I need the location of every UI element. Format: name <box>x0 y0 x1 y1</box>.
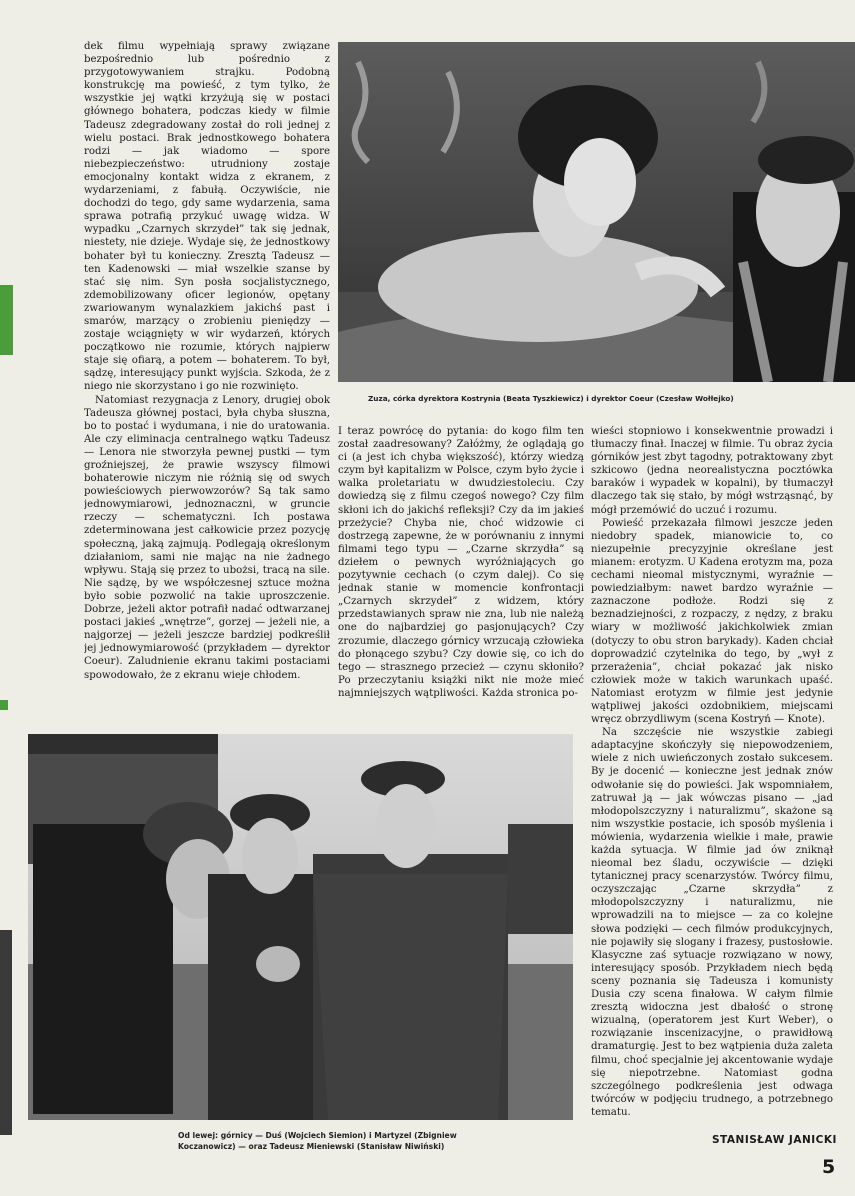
paragraph: Natomiast rezygnacja z Lenory, drugiej obok Tadeusza głównej postaci, była chyba słuszna, bo to postać i wydumana, i nie do uratowania. Ale czy eliminacja centralnego wątku Tadeusz — Lenora nie stworzyła pewnej pustki — tym groźniejszej, że prawie wszyscy filmowi bohaterowie niczym nie różnią się od swych powieściowych pierwowzorów? Są tak samo jednowymiarowi, jednoznaczni, w gruncie rzeczy — schematyczni. Ich postawa zdeterminowana jest całkowicie przez pozycję społeczną, jaką zajmują. Podlegają określonym działaniom, sami nie mając na nie żadnego wpływu. Stają się przez to ubożsi, tracą na sile. Nie sądzę, by we współczesnej sztuce można było sobie pozwolić na takie uproszczenie. Dobrze, jeżeli aktor potrafił nadać odtwarzanej postaci jakieś „wnętrze”, gorzej — jeżeli nie, a najgorzej — jeżeli jeszcze bardziej podkreślił jej jednowymiarowość (przykładem — dyrektor Coeur). Zaludnienie ekranu takimi postaciami spowodowało, że z ekranu wieje chłodem. <box>84 394 330 681</box>
paragraph: dek filmu wypełniają sprawy związane bezpośrednio lub pośrednio z przygotowywaniem strajku. Podobną konstrukcję ma powieść, z tym tylko, że wszystkie jej wątki krzyżują się w postaci głównego bohatera, podczas kiedy w filmie Tadeusz zdegradowany został do roli jednej z wielu postaci. Brak jednostkowego bohatera rodzi — jak wiadomo — spore niebezpieczeństwo: utrudniony zostaje emocjonalny kontakt widza z ekranem, z wydarzeniami, z fabułą. Oczywiście, nie dochodzi do tego, gdy same wydarzenia, sama sprawa potrafią przykuć uwagę widza. W wypadku „Czarnych skrzydeł” tak się jednak, niestety, nie dzieje. Wydaje się, że jednostkowy bohater był tu konieczny. Zresztą Tadeusz — ten Kadenowski — miał wszelkie szanse by stać się nim. Syn posła socjalistycznego, zdemobilizowany oficer legionów, opętany zwariowanym wynalazkiem jakichś past i smarów, marzący o zrobieniu pieniędzy — zostaje wciągnięty w wir wydarzeń, których początkowo nie rozumie, których najpierw staje się ofiarą, a potem — bohaterem. To był, sądzę, interesujący punkt wyjścia. Szkoda, że z niego nie skorzystano i go nie rozwinięto. <box>84 41 330 393</box>
paragraph: Powieść przekazała filmowi jeszcze jeden niedobry spadek, mianowicie to, co niezupełnie precyzyjnie określane jest mianem: erotyzm. U Kadena erotyzm ma, poza cechami nieomal mistycznymi, wyraźnie — powiedziałbym: nawet bardzo wyraźnie — zaznaczone podłoże. Rodzi się z beznadziejności, z rozpaczy, z nędzy, z braku wiary w możliwość jakichkolwiek zmian (dotyczy to obu stron barykady). Kaden chciał doprowadzić czytelnika do tego, by „wył z przerażenia”, chciał pokazać jak nisko człowiek może w takich warunkach upaść. Natomiast erotyzm w filmie jest jedynie wątpliwej jakości ozdobnikiem, miejscami wręcz obrzydliwym (scena Kostryń — Knote). <box>591 517 833 726</box>
top-photo-caption: Zuza, córka dyrektora Kostrynia (Beata Tyszkiewicz) i dyrektor Coeur (Czesław Wołłejko) <box>368 394 734 403</box>
bottom-photo-caption <box>178 1130 558 1152</box>
author-signature: STANISŁAW JANICKI <box>712 1134 837 1146</box>
dark-edge-strip <box>0 930 12 1135</box>
paragraph: wieści stopniowo i konsekwentnie prowadzi i tłumaczy finał. Inaczej w filmie. Tu obraz życia górników jest zbyt tagodny, potraktowany zbyt szkicowo (jedna neorealistyczna pocztówka baraków i wypadek w kopalni), by tłumaczył dlaczego tak się stało, by mógł wstrząsnąć, by mógł przemówić do uczuć i rozumu. <box>591 426 833 516</box>
caption-line: Koczanowicz) — oraz Tadeusz Mieniewski (Stanisław Niwiński) <box>178 1142 445 1151</box>
page-number: 5 <box>822 1156 836 1178</box>
article-column-2 <box>338 425 584 725</box>
article-column-3 <box>591 425 833 1145</box>
bottom-film-still-photo <box>28 734 573 1120</box>
green-edge-tab-small <box>0 700 8 710</box>
article-column-1 <box>84 40 330 722</box>
green-edge-tab <box>0 285 13 355</box>
paragraph: Na szczęście nie wszystkie zabiegi adaptacyjne skończyły się niepowodzeniem, wiele z nich uwieńczonych zostało sukcesem. By je docenić — konieczne jest jednak znów odwołanie się do powieści. Jak wspomniałem, zatruwał ją — jak wówczas pisano — „jad młodopolszczyzny i naturalizmu”, skażone są nim wszystkie postacie, ich sposób myślenia i mówienia, wydarzenia wielkie i małe, prawie każda sytuacja. W filmie jad ów zniknął nieomal bez śladu, oczywiście — dzięki tytanicznej pracy scenarzystów. Twórcy filmu, oczyszczając „Czarne skrzydła” z młodopolszczyzny i naturalizmu, nie wprowadzili na to miejsce — za co kolejne słowa podzięki — cech filmów produkcyjnych, nie pojawiły się slogany i frazesy, pustosłowie. Klasyczne zaś sytuacje rozwiązano w nowy, interesujący sposób. Przykładem niech będą sceny poznania się Tadeusza i komunisty Dusia czy scena finałowa. W całym filmie zresztą widoczna jest dbałość o stronę wizualną, (operatorem jest Kurt Weber), o rozwiązanie inscenizacyjne, o prawidłową dramaturgię. Jest to bez wątpienia duża zaleta filmu, choć specjalnie jej akcentowanie wydaje się niepotrzebne. Natomiast godna szczególnego podkreślenia jest odwaga twórców w podjęciu trudnego, a potrzebnego tematu. <box>591 727 833 1118</box>
top-film-still-photo <box>338 42 855 382</box>
caption-line: Od lewej: górnicy — Duś (Wojciech Siemion) i Martyzel (Zbigniew <box>178 1131 457 1140</box>
paragraph: I teraz powrócę do pytania: do kogo film ten został zaadresowany? Załóżmy, że oglądają go ci (a jest ich chyba większość), którzy wiedzą czym był kapitalizm w Polsce, czym było życie i walka proletariatu w dwudziestoleciu. Czy dowiedzą się z filmu czegoś nowego? Czy film skłoni ich do jakichś refleksji? Czy da im jakieś przeżycie? Chyba nie, choć widzowie ci dostrzegą zapewne, że w porównaniu z innymi filmami tego typu — „Czarne skrzydła” są dziełem o pewnych wyróżniających go pozytywnie cechach (o czym dalej). Co się jednak stanie w momencie konfrontacji „Czarnych skrzydeł” z widzem, który przedstawianych spraw nie zna, lub nie należą one do najbardziej go pasjonujących? Czy zrozumie, dlaczego górnicy wrzucają człowieka do płonącego szybu? Czy dowie się, co ich do tego — strasznego przecież — czynu skłoniło? Po przeczytaniu książki nikt nie może mieć najmniejszych wątpliwości. Każda stronica po- <box>338 426 584 699</box>
